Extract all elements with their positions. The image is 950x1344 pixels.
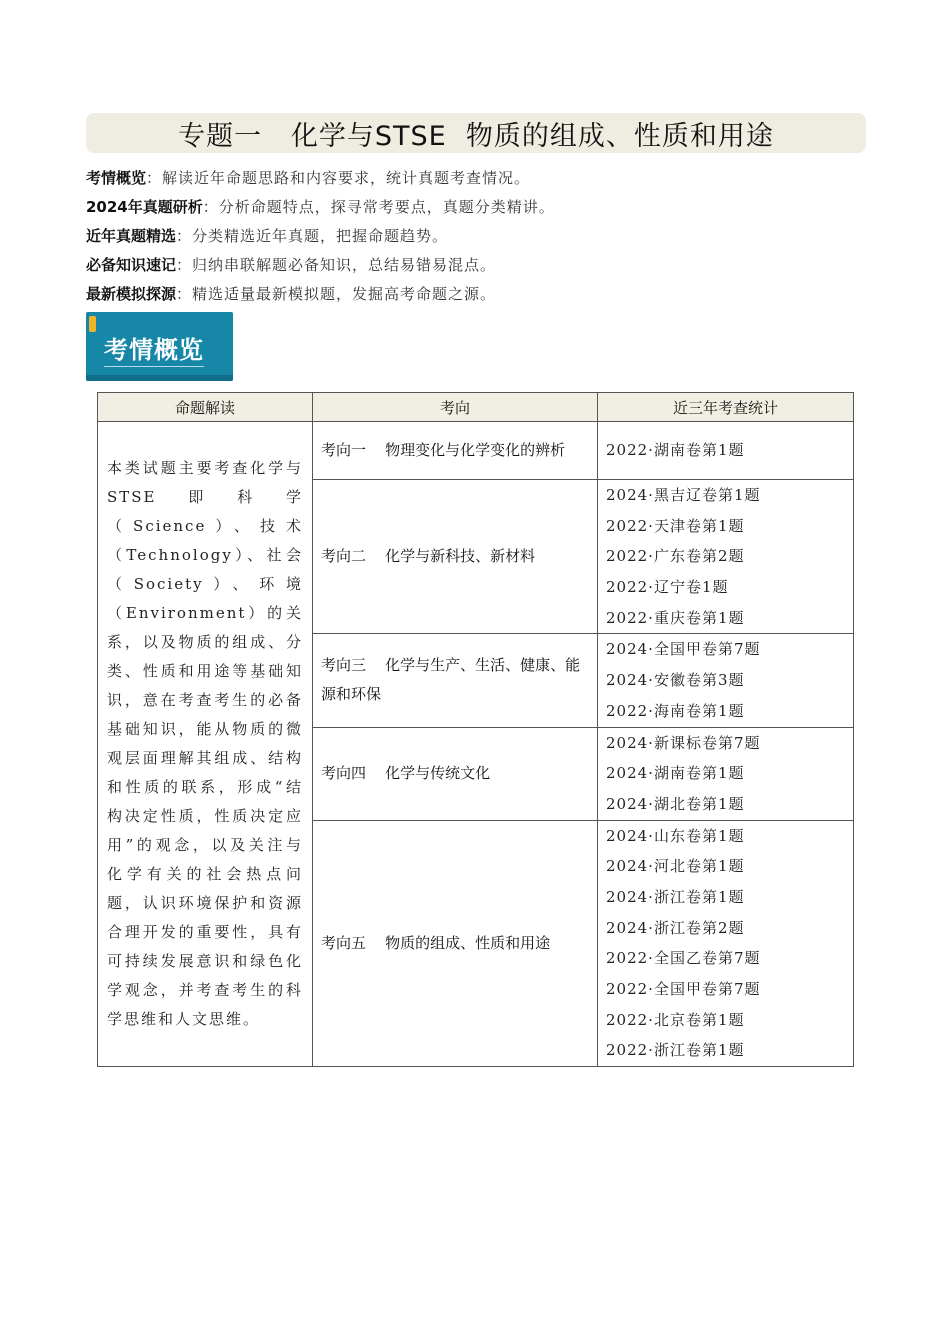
stat-item: 2024·湖南卷第1题	[606, 764, 745, 783]
intro-item	[86, 166, 866, 195]
stats-cell	[598, 634, 854, 727]
direction-cell	[313, 727, 598, 820]
intro-label: 考情概览	[86, 169, 147, 187]
table-header-row	[98, 393, 854, 422]
stat-item: 2022·海南卷第1题	[606, 701, 745, 720]
stat-item: 2024·浙江卷第1题	[606, 887, 745, 906]
page-title	[86, 113, 866, 153]
stat-item: 2022·广东卷第2题	[606, 547, 745, 566]
direction-text: 考向三 化学与生产、生活、健康、能源和环保	[321, 656, 581, 704]
stat-item: 2022·重庆卷第1题	[606, 608, 745, 627]
stat-item: 2022·湖南卷第1题	[606, 441, 745, 460]
intro-item	[86, 282, 866, 311]
intro-text: ：解读近年命题思路和内容要求，统计真题考查情况。	[146, 169, 531, 187]
direction-text: 考向二 化学与新科技、新材料	[321, 547, 536, 566]
direction-cell	[313, 634, 598, 727]
direction-text: 考向四 化学与传统文化	[321, 764, 491, 783]
stat-item: 2024·新课标卷第7题	[606, 733, 761, 752]
intro-label: 必备知识速记	[86, 256, 177, 274]
intro-list	[86, 166, 866, 311]
direction-cell	[313, 422, 598, 480]
stat-item: 2024·浙江卷第2题	[606, 918, 745, 937]
stat-item: 2022·浙江卷第1题	[606, 1041, 745, 1060]
intro-text: ：分析命题特点，探寻常考要点，真题分类精讲。	[202, 198, 555, 216]
stats-cell	[598, 727, 854, 820]
stat-item: 2022·辽宁卷1题	[606, 578, 729, 597]
header-interpretation: 命题解读	[98, 393, 313, 422]
stats-cell	[598, 422, 854, 480]
header-direction: 考向	[313, 393, 598, 422]
direction-text: 考向五 物质的组成、性质和用途	[321, 933, 551, 952]
stat-item: 2024·山东卷第1题	[606, 826, 745, 845]
stat-item: 2024·河北卷第1题	[606, 857, 745, 876]
stat-item: 2024·湖北卷第1题	[606, 794, 745, 813]
section-badge-label: 考情概览	[104, 330, 204, 367]
intro-text: ：精选适量最新模拟题，发掘高考命题之源。	[176, 285, 497, 303]
intro-label: 最新模拟探源	[86, 285, 177, 303]
direction-text: 考向一 物理变化与化学变化的辨析	[321, 441, 566, 459]
stat-item: 2024·安徽卷第3题	[606, 671, 745, 690]
table-row	[98, 422, 854, 480]
stat-item: 2024·全国甲卷第7题	[606, 640, 761, 659]
stat-item: 2022·全国甲卷第7题	[606, 980, 761, 998]
direction-cell	[313, 480, 598, 634]
intro-item	[86, 224, 866, 253]
section-badge	[86, 312, 233, 381]
stat-item: 2022·天津卷第1题	[606, 516, 745, 535]
direction-cell	[313, 820, 598, 1067]
stat-item: 2022·北京卷第1题	[606, 1010, 745, 1029]
intro-label: 2024年真题研析	[86, 198, 203, 216]
intro-item	[86, 195, 866, 224]
stat-item: 2022·全国乙卷第7题	[606, 949, 761, 968]
stats-cell	[598, 820, 854, 1067]
intro-item	[86, 253, 866, 282]
stat-item: 2024·黑吉辽卷第1题	[606, 486, 761, 504]
stats-cell	[598, 480, 854, 634]
intro-text: ：分类精选近年真题，把握命题趋势。	[176, 227, 449, 245]
page-title-text: 专题一 化学与STSE 物质的组成、性质和用途	[178, 120, 774, 152]
exam-stats-table	[97, 392, 854, 1067]
header-statistics: 近三年考查统计	[598, 393, 854, 422]
intro-label: 近年真题精选	[86, 227, 177, 245]
intro-text: ：归纳串联解题必备知识，总结易错易混点。	[176, 256, 497, 274]
badge-tab-decoration	[89, 316, 96, 332]
interpretation-cell: 本类试题主要考查化学与STSE即科学（Science）、技术（Technology）、社会（Society）、环境（Environment）的关系，以及物质的组成、分类、性质和用途等基础知识，意在考查考生的必备基础知识，能从物质的微观层面理解其组成、结构和性质的联系，形成“结构决定性质，性质决定应用”的观念，以及关注与化学有关的社会热点问题，认识环境保护和资源合理开发的重要性，具有可持续发展意识和绿色化学观念，并考查考生的科学思维和人文思维。	[98, 422, 313, 1067]
